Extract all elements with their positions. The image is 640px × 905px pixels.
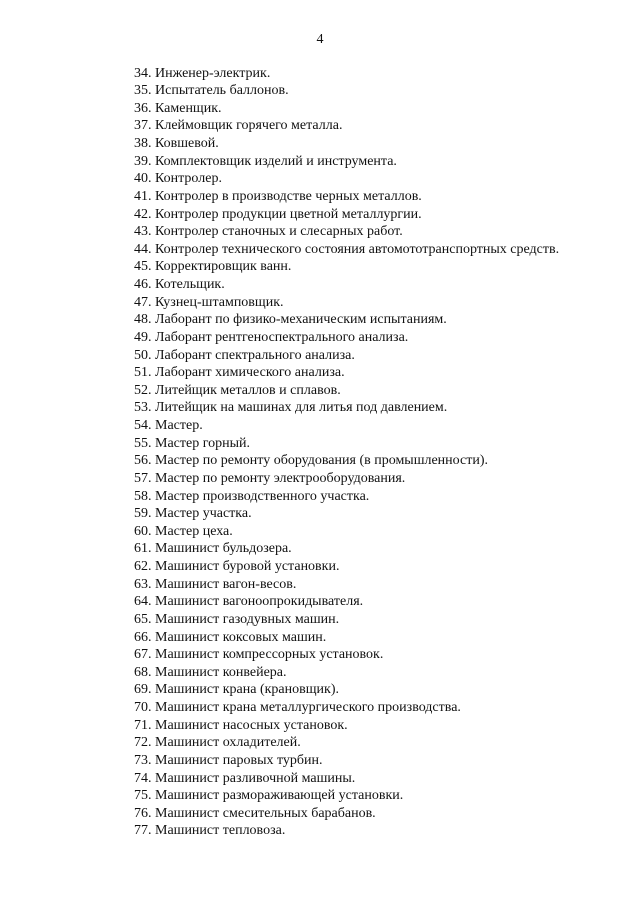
list-item: 38. Ковшевой. xyxy=(134,136,219,151)
list-item: 66. Машинист коксовых машин. xyxy=(134,629,327,645)
list-item: 65. Машинист газодувных машин. xyxy=(134,611,340,627)
list-item: 35. Испытатель баллонов. xyxy=(134,83,289,99)
list-item: 45. Корректировщик ванн. xyxy=(134,259,292,275)
profession-list xyxy=(134,65,559,841)
list-item: 54. Мастер. xyxy=(134,418,203,433)
list-item: 72. Машинист охладителей. xyxy=(134,735,301,751)
list-item: 71. Машинист насосных установок. xyxy=(134,717,348,733)
list-item: 44. Контролер технического состояния автомототранспортных средств. xyxy=(134,241,560,257)
list-item: 37. Клеймовщик горячего металла. xyxy=(134,118,343,134)
list-item: 41. Контролер в производстве черных металлов. xyxy=(134,188,422,204)
list-item: 52. Литейщик металлов и сплавов. xyxy=(134,382,341,398)
list-item: 60. Мастер цеха. xyxy=(134,523,233,539)
list-item: 57. Мастер по ремонту электрооборудования. xyxy=(134,470,406,486)
list-item: 61. Машинист бульдозера. xyxy=(134,541,292,557)
list-item: 40. Контролер. xyxy=(134,171,222,187)
list-item: 70. Машинист крана металлургического производства. xyxy=(134,700,461,715)
list-item: 34. Инженер-электрик. xyxy=(134,65,271,81)
list-item: 64. Машинист вагоноопрокидывателя. xyxy=(134,594,364,610)
list-item: 53. Литейщик на машинах для литья под давлением. xyxy=(134,400,448,416)
list-item: 59. Мастер участка. xyxy=(134,506,252,522)
list-item: 48. Лаборант по физико-механическим испытаниям. xyxy=(134,312,447,328)
list-item: 49. Лаборант рентгеноспектрального анализа. xyxy=(134,329,409,345)
list-item: 58. Мастер производственного участка. xyxy=(134,488,370,504)
list-item: 39. Комплектовщик изделий и инструмента. xyxy=(134,153,397,169)
list-item: 73. Машинист паровых турбин. xyxy=(134,752,323,768)
list-item: 74. Машинист разливочной машины. xyxy=(134,770,356,786)
list-item: 36. Каменщик. xyxy=(134,100,222,116)
page-number: 4 xyxy=(316,32,324,47)
list-item: 76. Машинист смесительных барабанов. xyxy=(134,805,376,821)
list-item: 55. Мастер горный. xyxy=(134,435,250,451)
list-item: 51. Лаборант химического анализа. xyxy=(134,365,345,381)
list-item: 42. Контролер продукции цветной металлургии. xyxy=(134,206,422,222)
list-item: 56. Мастер по ремонту оборудования (в промышленности). xyxy=(134,453,489,469)
list-item: 46. Котельщик. xyxy=(134,277,225,292)
list-item: 67. Машинист компрессорных установок. xyxy=(134,647,384,663)
list-item: 75. Машинист размораживающей установки. xyxy=(134,788,404,804)
list-item: 47. Кузнец-штамповщик. xyxy=(134,294,284,310)
list-item: 50. Лаборант спектрального анализа. xyxy=(134,347,355,363)
list-item: 77. Машинист тепловоза. xyxy=(134,823,286,839)
list-item: 62. Машинист буровой установки. xyxy=(134,559,340,574)
list-item: 43. Контролер станочных и слесарных работ. xyxy=(134,224,403,240)
list-item: 68. Машинист конвейера. xyxy=(134,664,287,680)
list-item: 63. Машинист вагон-весов. xyxy=(134,576,297,592)
list-item: 69. Машинист крана (крановщик). xyxy=(134,682,339,698)
